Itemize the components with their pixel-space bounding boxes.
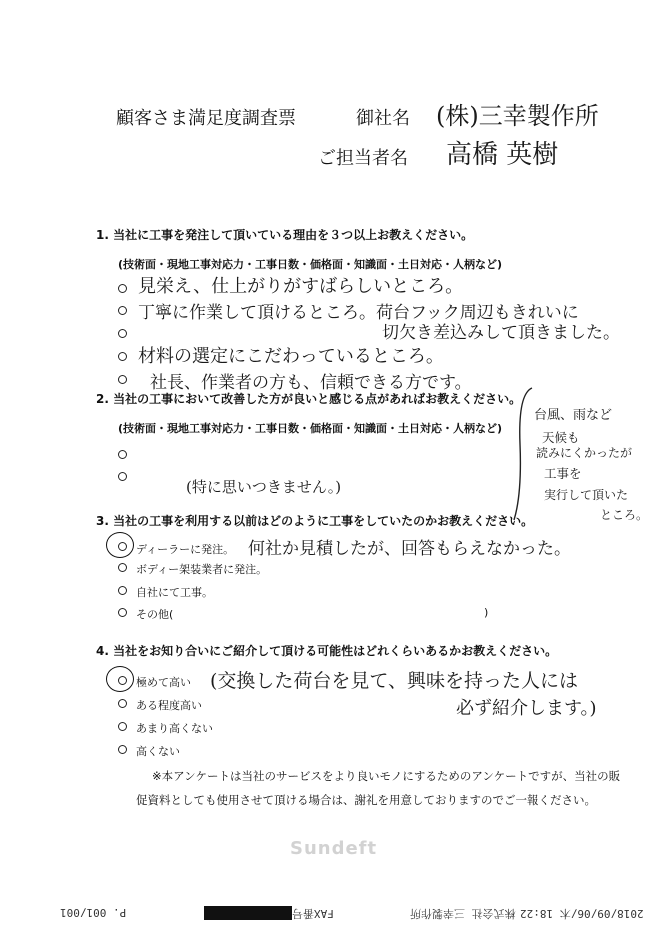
q2-question: 2. 当社の工事において改善した方が良いと感じる点があればお教えください。 xyxy=(96,392,522,406)
fax-footer xyxy=(0,896,670,932)
footer-page: P. 001/001 xyxy=(60,906,127,919)
side-note-line-3: 読みにくかったが xyxy=(536,446,633,460)
q3-option-1: ディーラーに発注。 xyxy=(136,543,235,556)
q4-question: 4. 当社をお知り合いにご紹介して頂ける可能性はどれくらいあるかお教えください。 xyxy=(96,644,558,658)
person-label: ご担当者名 xyxy=(318,148,408,169)
q2-bullet-1 xyxy=(118,450,127,459)
q1-bullet-3 xyxy=(118,329,127,338)
footer-fax-label: FAX番号 xyxy=(292,907,334,920)
q4-option-4: 高くない xyxy=(136,745,180,758)
side-note-line-5: 実行して頂いた xyxy=(544,488,629,502)
q4-option-1: 極めて高い xyxy=(136,676,191,689)
q4-bullet-2 xyxy=(118,699,127,708)
q1-answer-1: 見栄え、仕上がりがすばらしいところ。 xyxy=(138,276,464,297)
q4-answer-line-2: 必ず紹介します。) xyxy=(456,698,597,719)
side-note-line-4: 工事を xyxy=(544,466,582,481)
q1-answer-5: 社長、作業者の方も、信頼できる方です。 xyxy=(150,373,472,393)
side-note-line-6: ところ。 xyxy=(600,508,649,522)
q1-hint: (技術面・現地工事対応力・工事日数・価格面・知識面・土日対応・人柄など) xyxy=(118,258,503,271)
company-label: 御社名 xyxy=(356,108,410,129)
q1-question: 1. 当社に工事を発注して頂いている理由を３つ以上お教えください。 xyxy=(96,228,474,242)
q2-bullet-2 xyxy=(118,472,127,481)
q1-bullet-1 xyxy=(118,284,127,293)
q4-option-3: あまり高くない xyxy=(136,722,213,735)
q1-answer-3: 切欠き差込みして頂きました。 xyxy=(382,323,620,343)
company-name: (株)三幸製作所 xyxy=(436,102,599,130)
q3-bullet-2 xyxy=(118,563,127,572)
q3-question: 3. 当社の工事を利用する以前はどのように工事をしていたのかお教えください。 xyxy=(96,514,534,528)
q3-answer: 何社か見積したが、回答もらえなかった。 xyxy=(248,539,571,559)
q1-answer-4: 材料の選定にこだわっているところ。 xyxy=(138,346,444,367)
q4-answer-line-1: (交換した荷台を見て、興味を持った人には xyxy=(210,670,579,692)
person-name: 高橋 英樹 xyxy=(446,140,559,170)
q4-bullet-3 xyxy=(118,722,127,731)
q4-bullet-4 xyxy=(118,745,127,754)
q3-circle-mark xyxy=(106,532,134,558)
redaction-bar xyxy=(204,906,292,920)
note-line-2: 促資料としても使用させて頂ける場合は、謝礼を用意しておりますのでご一報ください。 xyxy=(136,793,596,807)
side-note-line-1: 台風、雨など xyxy=(534,408,613,423)
q1-bullet-2 xyxy=(118,306,127,315)
q1-bullet-5 xyxy=(118,375,127,384)
q2-hint: (技術面・現地工事対応力・工事日数・価格面・知識面・土日対応・人柄など) xyxy=(118,422,503,435)
side-note-line-2: 天候も xyxy=(542,430,580,445)
q3-bullet-4 xyxy=(118,608,127,617)
q3-option-4: その他( xyxy=(136,608,174,621)
footer-sender: 株式会社 三幸製作所 xyxy=(410,907,516,920)
watermark: Sundeft xyxy=(290,838,378,859)
note-line-1: ※本アンケートは当社のサービスをより良いモノにするためのアンケートですが、当社の販 xyxy=(152,769,621,783)
q3-option-4-close: ) xyxy=(484,606,489,619)
form-title: 顧客さま満足度調査票 xyxy=(116,108,296,129)
q1-bullet-4 xyxy=(118,352,127,361)
q3-bullet-3 xyxy=(118,586,127,595)
footer-timestamp: 2018/09/06/木 18:22 xyxy=(520,907,644,920)
q3-option-2: ボディー架装業者に発注。 xyxy=(136,563,268,576)
q4-circle-mark xyxy=(106,666,134,692)
q1-answer-2: 丁寧に作業して頂けるところ。荷台フック周辺もきれいに xyxy=(138,303,579,323)
q4-option-2: ある程度高い xyxy=(136,699,202,712)
q3-option-3: 自社にて工事。 xyxy=(136,586,213,599)
q2-answer: (特に思いつきません。) xyxy=(186,478,342,496)
